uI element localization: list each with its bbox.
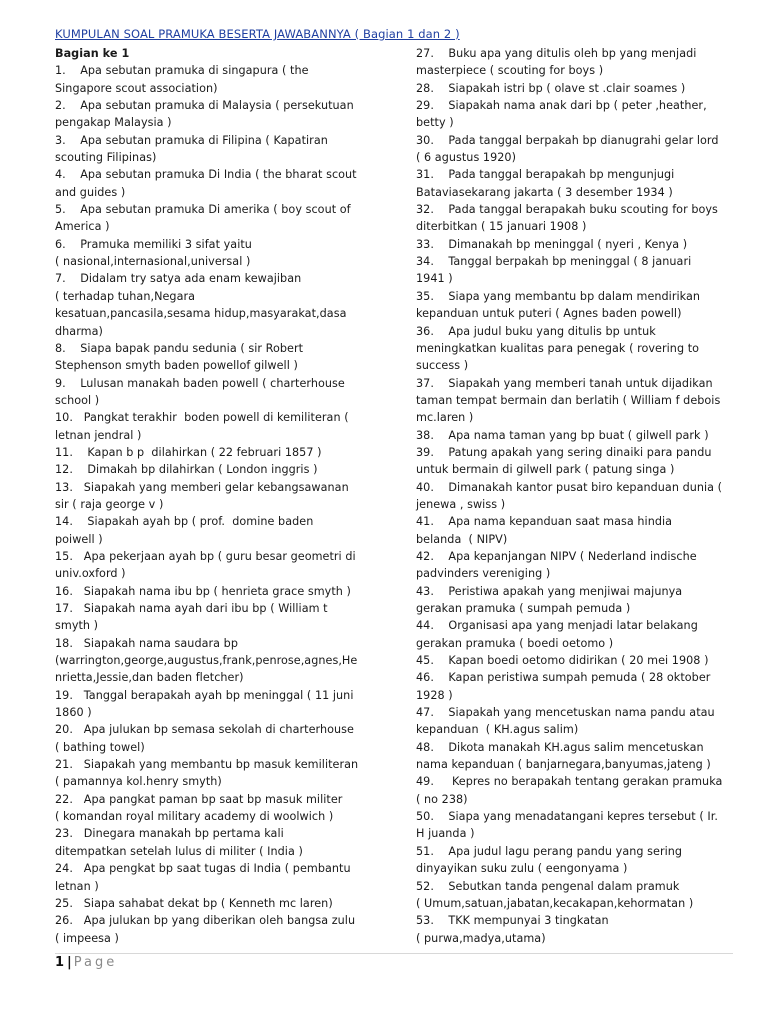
question-item: 31. Pada tanggal berapakah bp mengunjugi Bataviasekarang jakarta ( 3 desember 1934 ) — [416, 168, 675, 199]
question-item: 43. Peristiwa apakah yang menjiwai majunya gerakan pramuka ( sumpah pemuda ) — [416, 584, 683, 615]
question-item: 29. Siapakah nama anak dari bp ( peter ,heather, betty ) — [416, 99, 707, 130]
question-item: 41. Apa nama kepanduan saat masa hindia belanda ( NIPV) — [416, 515, 673, 546]
question-item: 33. Dimanakah bp meninggal ( nyeri , Kenya ) — [416, 237, 688, 251]
page-footer — [55, 955, 117, 970]
question-item: 45. Kapan boedi oetomo didirikan ( 20 mei 1908 ) — [416, 654, 709, 668]
question-item: 48. Dikota manakah KH.agus salim mencetuskan nama kepanduan ( banjarnegara,banyumas,jateng ) — [416, 740, 711, 772]
question-item: 6. Pramuka memiliki 3 sifat yaitu ( nasional,internasional,universal ) — [55, 237, 252, 269]
question-item: 18. Siapakah nama saudara bp (warrington,george,augustus,frank,penrose,agnes,He nrietta,Jessie,dan baden fletcher) — [55, 636, 358, 685]
question-item: 19. Tanggal berapakah ayah bp meninggal ( 11 juni 1860 ) — [55, 688, 354, 720]
question-item: 5. Apa sebutan pramuka Di amerika ( boy scout of America ) — [55, 203, 351, 234]
question-item: 24. Apa pengkat bp saat tugas di India ( pembantu letnan ) — [55, 862, 351, 893]
question-item: 17. Siapakah nama ayah dari ibu bp ( William t smyth ) — [55, 602, 328, 633]
section-heading: Bagian ke 1 — [55, 47, 130, 60]
question-item: 23. Dinegara manakah bp pertama kali ditempatkan setelah lulus di militer ( India ) — [55, 827, 303, 858]
question-item: 16. Siapakah nama ibu bp ( henrieta grace smyth ) — [55, 584, 351, 598]
question-item: 32. Pada tanggal berapakah buku scouting for boys diterbitkan ( 15 januari 1908 ) — [416, 203, 718, 234]
page-number: 1 — [55, 955, 65, 970]
question-item: 28. Siapakah istri bp ( olave st .clair soames ) — [416, 81, 686, 95]
question-item: 22. Apa pangkat paman bp saat bp masuk militer ( komandan royal military academy di woolwich ) — [55, 792, 343, 824]
document-title: KUMPULAN SOAL PRAMUKA BESERTA JAWABANNYA ( Bagian 1 dan 2 ) — [55, 27, 460, 41]
question-item: 15. Apa pekerjaan ayah bp ( guru besar geometri di univ.oxford ) — [55, 549, 356, 581]
question-item: 20. Apa julukan bp semasa sekolah di charterhouse ( bathing towel) — [55, 723, 354, 754]
question-item: 53. TKK mempunyai 3 tingkatan ( purwa,madya,utama) — [416, 914, 609, 945]
question-item: 51. Apa judul lagu perang pandu yang sering dinyayikan suku zulu ( eengonyama ) — [416, 844, 683, 876]
question-item: 26. Apa julukan bp yang diberikan oleh bangsa zulu ( impeesa ) — [55, 914, 356, 945]
question-item: 44. Organisasi apa yang menjadi latar belakang gerakan pramuka ( boedi oetomo ) — [416, 619, 698, 650]
question-item: 38. Apa nama taman yang bp buat ( gilwell park ) — [416, 428, 709, 442]
question-item: 49. Kepres no berapakah tentang gerakan pramuka ( no 238) — [416, 775, 723, 806]
right-column — [416, 45, 734, 947]
question-item: 50. Siapa yang menadatangani kepres tersebut ( Ir. H juanda ) — [416, 810, 718, 841]
question-item: 12. Dimakah bp dilahirkan ( London inggris ) — [55, 463, 318, 477]
left-column — [55, 45, 373, 947]
footer-separator: | — [67, 955, 72, 970]
question-list-left — [55, 62, 373, 947]
question-item: 14. Siapakah ayah bp ( prof. domine baden poiwell ) — [55, 515, 314, 546]
question-item: 39. Patung apakah yang sering dinaiki para pandu untuk bermain di gilwell park ( patung singa ) — [416, 445, 712, 477]
footer-divider — [55, 953, 733, 954]
question-item: 10. Pangkat terakhir boden powell di kemiliteran ( letnan jendral ) — [55, 411, 349, 442]
question-item: 27. Buku apa yang ditulis oleh bp yang menjadi masterpiece ( scouting for boys ) — [416, 47, 697, 78]
question-item: 37. Siapakah yang memberi tanah untuk dijadikan taman tempat bermain dan berlatih ( William f debois mc.laren ) — [416, 376, 721, 425]
question-item: 2. Apa sebutan pramuka di Malaysia ( persekutuan pengakap Malaysia ) — [55, 99, 354, 130]
question-item: 9. Lulusan manakah baden powell ( charterhouse school ) — [55, 376, 345, 407]
question-list-right — [416, 45, 734, 947]
question-item: 8. Siapa bapak pandu sedunia ( sir Robert Stephenson smyth baden powellof gilwell ) — [55, 341, 304, 373]
question-item: 42. Apa kepanjangan NIPV ( Nederland indische padvinders vereniging ) — [416, 549, 697, 581]
question-item: 47. Siapakah yang mencetuskan nama pandu atau kepanduan ( KH.agus salim) — [416, 706, 715, 737]
question-item: 7. Didalam try satya ada enam kewajiban ( terhadap tuhan,Negara kesatuan,pancasila,sesama hidup,masyarakat,dasa dharma) — [55, 272, 347, 338]
question-item: 36. Apa judul buku yang ditulis bp untuk meningkatkan kualitas para penegak ( rovering to success ) — [416, 324, 700, 373]
question-item: 30. Pada tanggal berpakah bp dianugrahi gelar lord ( 6 agustus 1920) — [416, 133, 719, 165]
question-item: 40. Dimanakah kantor pusat biro kepanduan dunia ( jenewa , swiss ) — [416, 480, 723, 511]
page-label: Page — [73, 955, 118, 970]
question-item: 52. Sebutkan tanda pengenal dalam pramuk ( Umum,satuan,jabatan,kecakapan,kehormatan ) — [416, 879, 694, 910]
question-item: 4. Apa sebutan pramuka Di India ( the bharat scout and guides ) — [55, 168, 357, 199]
question-item: 35. Siapa yang membantu bp dalam mendirikan kepanduan untuk puteri ( Agnes baden powell) — [416, 289, 701, 321]
question-item: 21. Siapakah yang membantu bp masuk kemiliteran ( pamannya kol.henry smyth) — [55, 758, 359, 789]
question-item: 3. Apa sebutan pramuka di Filipina ( Kapatiran scouting Filipinas) — [55, 133, 328, 165]
question-item: 11. Kapan b p dilahirkan ( 22 februari 1857 ) — [55, 445, 322, 459]
question-item: 34. Tanggal berpakah bp meninggal ( 8 januari 1941 ) — [416, 255, 692, 286]
question-item: 13. Siapakah yang memberi gelar kebangsawanan sir ( raja george v ) — [55, 480, 349, 511]
question-item: 46. Kapan peristiwa sumpah pemuda ( 28 oktober 1928 ) — [416, 671, 711, 702]
question-item: 1. Apa sebutan pramuka di singapura ( the Singapore scout association) — [55, 64, 309, 95]
question-item: 25. Siapa sahabat dekat bp ( Kenneth mc laren) — [55, 896, 333, 910]
